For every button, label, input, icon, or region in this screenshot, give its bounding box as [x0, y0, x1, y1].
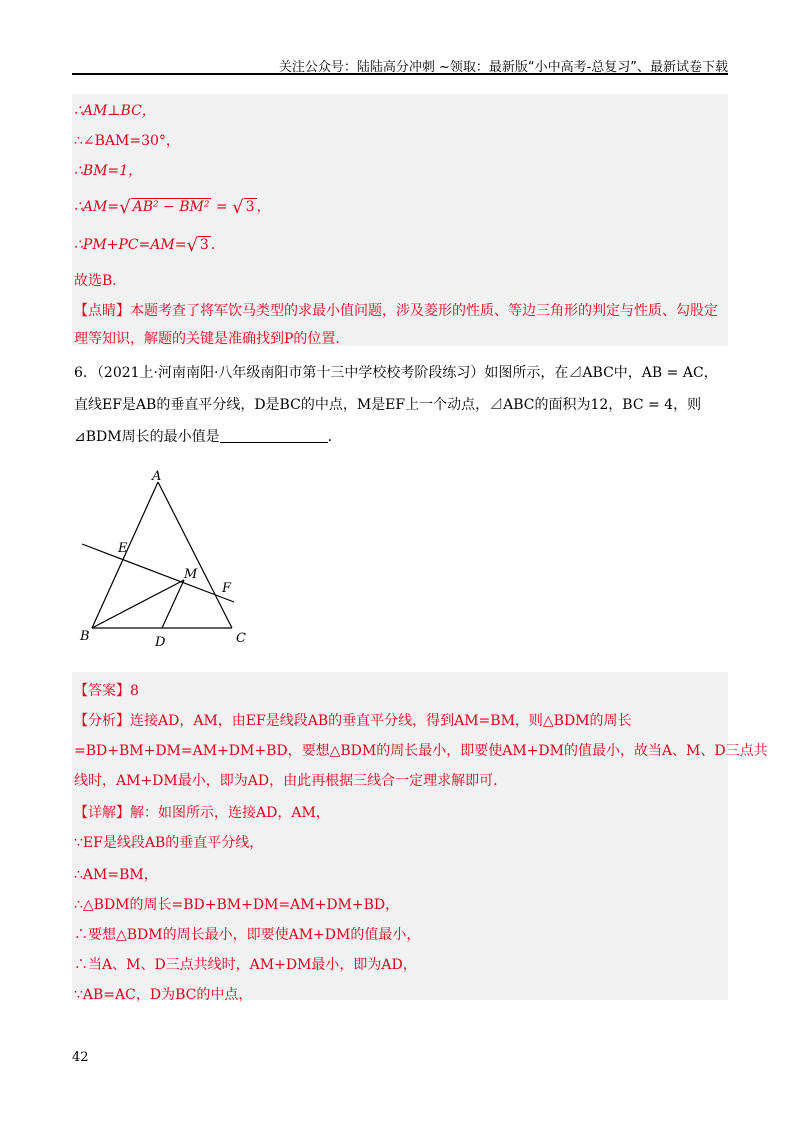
- question-line-3: [74, 426, 342, 446]
- label-b: B: [80, 629, 90, 644]
- question-line-1: 6．（2021上·河南南阳·八年级南阳市第十三中学校校考阶段练习）如图所示，在⊿ABC中，AB = AC，: [74, 365, 718, 381]
- answer-line-10: ∴当A、M、D三点共线时，AM+DM最小，即为AD，: [74, 957, 417, 973]
- label-d: D: [155, 635, 166, 650]
- page-header: 关注公众号：陆陆高分冲刺 ~领取：最新版“小中高考-总复习”、最新试卷下载: [278, 60, 728, 75]
- answer-line-4: 线时，AM+DM最小，即为AD，由此再根据三线合一定理求解即可.: [74, 773, 498, 789]
- page-number: 42: [72, 1050, 89, 1065]
- answer-blank: [220, 428, 328, 443]
- am-prefix: ∴AM=: [74, 199, 120, 215]
- answer-line-3: =BD+BM+DM=AM+DM+BD，要想△BDM的周长最小，即要使AM+DM的值最小，故当A、M、D三点共: [74, 743, 768, 759]
- label-f: F: [222, 581, 232, 596]
- sqrt-expression: √ AB² − BM²: [119, 197, 210, 218]
- question-line-2: 直线EF是AB的垂直平分线，D是BC的中点，M是EF上一个动点，⊿ABC的面积为12，BC = 4，则: [74, 397, 702, 413]
- line-end: ，: [256, 199, 271, 215]
- solution-line-7: 【点睛】本题考查了将军饮马类型的求最小值问题，涉及菱形的性质、等边三角形的判定与性质、勾股定: [74, 303, 718, 319]
- answer-line-5: 【详解】解：如图所示，连接AD，AM，: [74, 805, 330, 821]
- segment-dm: [162, 580, 184, 628]
- label-c: C: [236, 631, 246, 646]
- answer-line-2: 【分析】连接AD，AM，由EF是线段AB的垂直平分线，得到AM=BM，则△BDM的周长: [74, 713, 632, 729]
- answer-line-7: ∴AM=BM，: [74, 867, 158, 883]
- answer-line-1: 【答案】8: [74, 683, 139, 699]
- answer-line-8: ∴△BDM的周长=BD+BM+DM=AM+DM+BD，: [74, 897, 400, 913]
- equals-sign: =: [211, 199, 233, 215]
- sqrt-three-2: √ 3: [186, 235, 209, 256]
- line-end-2: ．: [210, 237, 225, 253]
- header-rule: [72, 73, 728, 75]
- solution-line-1: ∴AM⊥BC，: [74, 103, 156, 119]
- pm-pc-prefix: ∴PM+PC=AM=: [74, 237, 187, 253]
- answer-line-9: ∴要想△BDM的周长最小，即要使AM+DM的值最小，: [74, 927, 421, 943]
- question-line-3-end: ．: [327, 429, 342, 445]
- triangle-figure: [72, 468, 262, 650]
- answer-line-6: ∵EF是线段AB的垂直平分线，: [74, 835, 264, 851]
- sqrt-three-value: 3: [245, 199, 255, 215]
- segment-ac: [158, 482, 232, 628]
- solution-line-5: [74, 234, 225, 256]
- segment-bm: [92, 580, 184, 628]
- solution-line-8: 理等知识，解题的关键是准确找到P的位置.: [74, 331, 340, 347]
- question-line-3-text: ⊿BDM周长的最小值是: [74, 429, 220, 445]
- solution-line-3: ∴BM=1，: [74, 163, 143, 179]
- label-m: M: [184, 567, 198, 582]
- sqrt-three: √ 3: [232, 197, 255, 218]
- label-e: E: [118, 541, 128, 556]
- answer-line-11: ∵AB=AC，D为BC的中点，: [74, 987, 253, 1003]
- solution-line-6: 故选B．: [74, 273, 127, 289]
- label-a: A: [152, 469, 162, 484]
- radicand: AB² − BM²: [132, 199, 210, 215]
- solution-line-2: ∴∠BAM=30°，: [74, 133, 180, 149]
- solution-line-4: [74, 196, 271, 218]
- sqrt-three-2-value: 3: [199, 237, 209, 253]
